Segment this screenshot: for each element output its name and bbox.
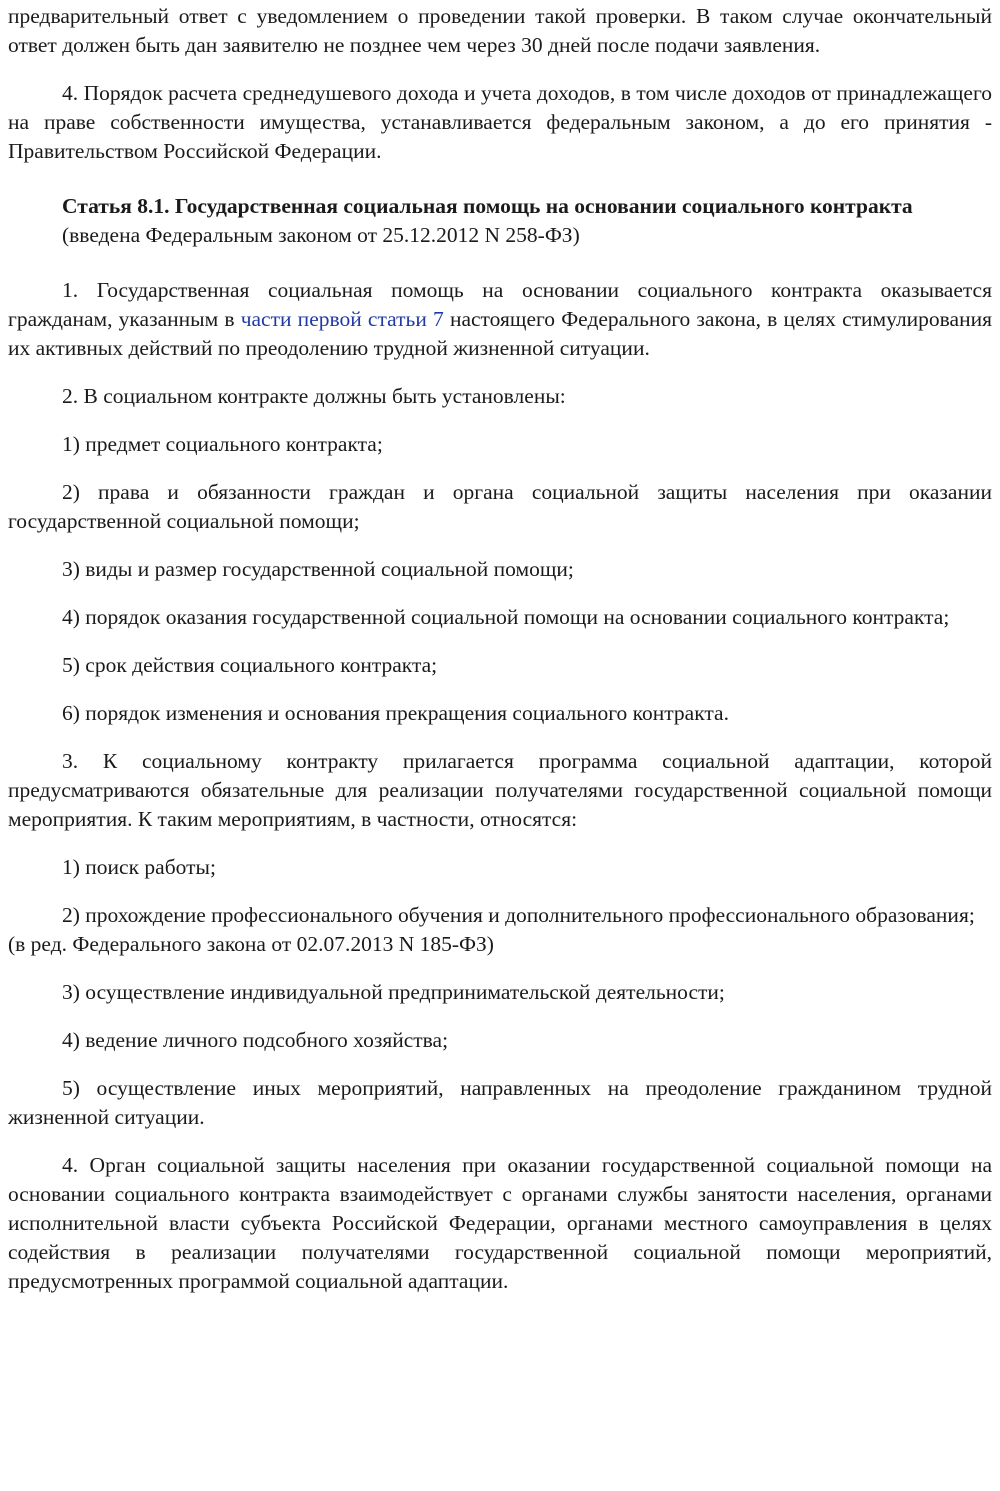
article-amendment-note: (введена Федеральным законом от 25.12.2012 N 258-ФЗ): [62, 223, 580, 247]
paragraph-item-4-income: 4. Порядок расчета среднедушевого дохода и учета доходов, в том числе доходов от принадлежащего на праве собственности имущества, устанавливается федеральным законом, а до его принятия - Правительством Российской Федерации.: [8, 81, 992, 163]
list-item: 5) осуществление иных мероприятий, направленных на преодоление гражданином трудной жизненной ситуации.: [8, 1076, 992, 1129]
list-item: 4) ведение личного подсобного хозяйства;: [62, 1028, 449, 1052]
paragraph-1-text-end: настоящего Федерального закона, в целях стимулирования их активных действий по преодолению трудной жизненной ситуации.: [8, 307, 992, 360]
amendment-note: (в ред. Федерального закона от 02.07.2013 N 185-ФЗ): [8, 932, 494, 956]
list-item: 5) срок действия социального контракта;: [62, 653, 438, 677]
list-item: 3) виды и размер государственной социальной помощи;: [62, 557, 574, 581]
list-item: 2) права и обязанности граждан и органа социальной защиты населения при оказании государственной социальной помощи;: [8, 480, 992, 533]
paragraph-1-text-start: 1. Государственная социальная помощь на основании социального контракта оказывается гражданам, указанным в: [8, 278, 992, 331]
article-7-link[interactable]: части первой статьи 7: [240, 307, 444, 331]
paragraph-2-intro: 2. В социальном контракте должны быть установлены:: [62, 384, 566, 408]
list-item: 1) поиск работы;: [62, 855, 216, 879]
list-item: 4) порядок оказания государственной социальной помощи на основании социального контракта;: [62, 605, 950, 629]
paragraph-1: [8, 276, 992, 363]
list-item: 3) осуществление индивидуальной предпринимательской деятельности;: [62, 980, 725, 1004]
paragraph-3-intro: 3. К социальному контракту прилагается программа социальной адаптации, которой предусматриваются обязательные для реализации получателями государственной социальной помощи мероприятия. К таким мероприятиям, в частности, относятся:: [8, 749, 992, 831]
list-item: 6) порядок изменения и основания прекращения социального контракта.: [62, 701, 729, 725]
paragraph-4: 4. Орган социальной защиты населения при оказании государственной социальной помощи на основании социального контракта взаимодействует с органами службы занятости населения, органами исполнительной власти субъекта Российской Федерации, органами местного самоуправления в целях содействия в реализации получателями государственной социальной помощи мероприятий, предусмотренных программой социальной адаптации.: [8, 1153, 992, 1293]
paragraph-continuation: предварительный ответ с уведомлением о проведении такой проверки. В таком случае окончательный ответ должен быть дан заявителю не позднее чем через 30 дней после подачи заявления.: [8, 4, 992, 57]
article-title: Статья 8.1. Государственная социальная помощь на основании социального контракта: [62, 194, 913, 218]
list-item: 2) прохождение профессионального обучения и дополнительного профессионального образования;: [62, 903, 975, 927]
list-item: 1) предмет социального контракта;: [62, 432, 383, 456]
